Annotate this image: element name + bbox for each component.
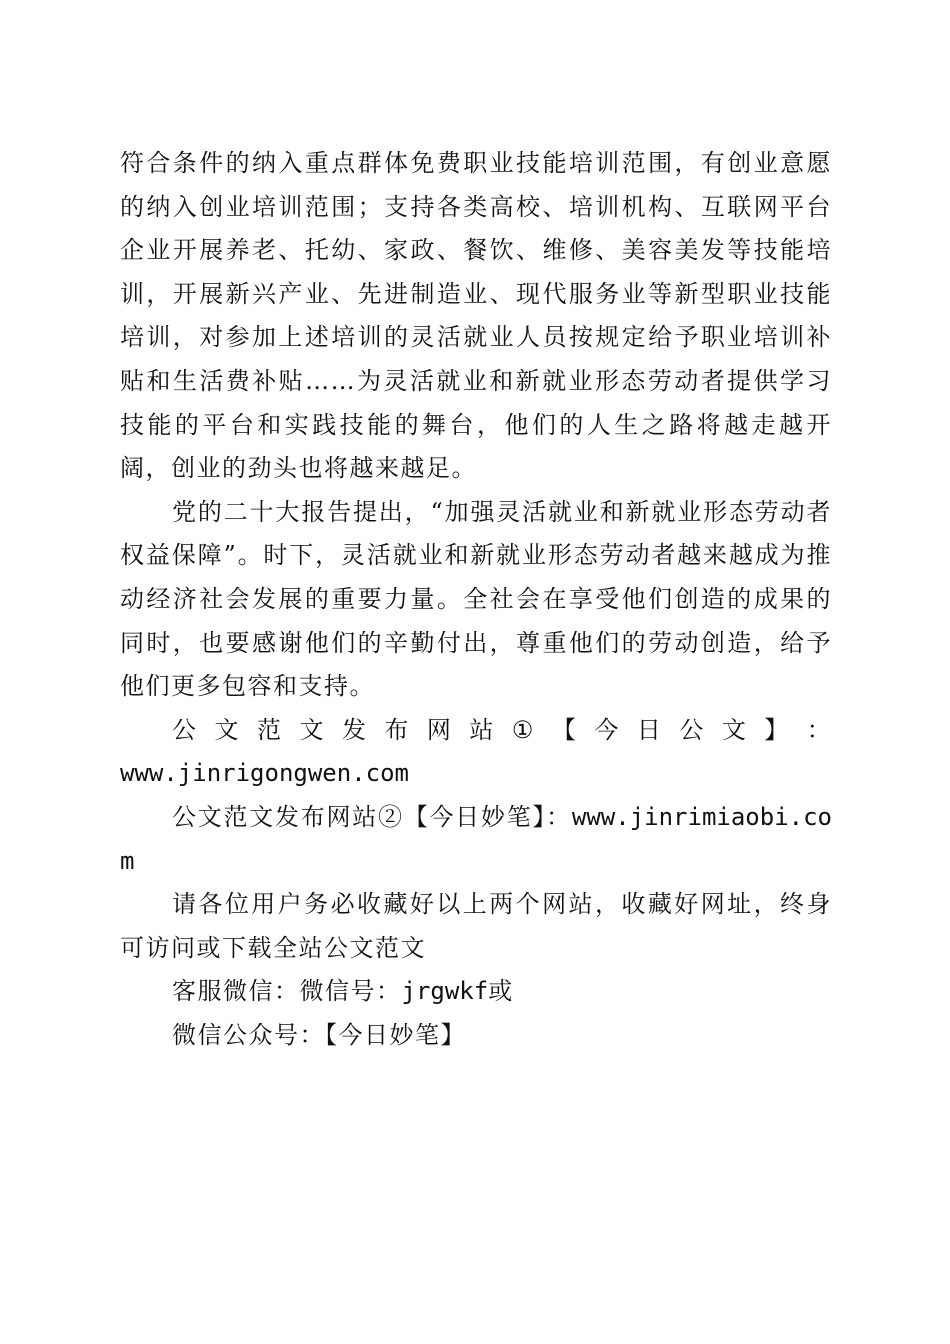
wechat-or: 或 [488, 977, 514, 1006]
site-1-char: 公 [172, 715, 197, 744]
site-2-label: 公文范文发布网站②【今日妙笔】： [172, 802, 572, 831]
notice-text: 请各位用户务必收藏好以上两个网站，收藏好网址，终身可访问或下载全站公文范文 [120, 890, 832, 962]
site-1-char: 布 [384, 715, 410, 744]
site-1-char: ： [806, 715, 832, 744]
site-1-char: 公 [679, 715, 705, 744]
site-1-char: 文 [299, 715, 325, 744]
site-1-char: 站 [469, 715, 495, 744]
site-2-url[interactable]: www.jinrimiaobi.com [120, 802, 832, 875]
site-2-line [120, 796, 832, 883]
paragraph-report: 党的二十大报告提出，“加强灵活就业和新就业形态劳动者权益保障”。时下，灵活就业和新就业形态劳动者越来越成为推动经济社会发展的重要力量。全社会在享受他们创造的成果的同时，也要感谢他们的辛勤付出，尊重他们的劳动创造，给予他们更多包容和支持。 [120, 497, 832, 701]
site-1-char: 网 [426, 715, 452, 744]
official-account: 微信公众号：【今日妙笔】 [172, 1020, 466, 1049]
paragraph-training: 符合条件的纳入重点群体免费职业技能培训范围，有创业意愿的纳入创业培训范围；支持各类高校、培训机构、互联网平台企业开展养老、托幼、家政、餐饮、维修、美容美发等技能培训，开展新兴产业、先进制造业、现代服务业等新型职业技能培训，对参加上述培训的灵活就业人员按规定给予职业培训补贴和生活费补贴……为灵活就业和新就业形态劳动者提供学习技能的平台和实践技能的舞台，他们的人生之路将越走越开阔，创业的劲头也将越来越足。 [120, 149, 832, 483]
site-1-char: 【 [551, 715, 577, 744]
site-1-char: 发 [341, 715, 367, 744]
wechat-id: jrgwkf [401, 977, 489, 1006]
site-1-char: 】 [764, 715, 790, 744]
document-body [120, 142, 832, 1057]
wechat-line [120, 970, 832, 1014]
site-1-char: 文 [214, 715, 240, 744]
site-1-char: 日 [636, 715, 662, 744]
wechat-label: 客服微信：微信号： [172, 977, 402, 1006]
site-1-char: 范 [256, 715, 282, 744]
site-1-char: 文 [721, 715, 747, 744]
site-1-label [120, 709, 832, 753]
site-1-url[interactable]: www.jinrigongwen.com [120, 759, 409, 788]
site-1-char: ① [511, 715, 535, 744]
site-1-char: 今 [594, 715, 620, 744]
